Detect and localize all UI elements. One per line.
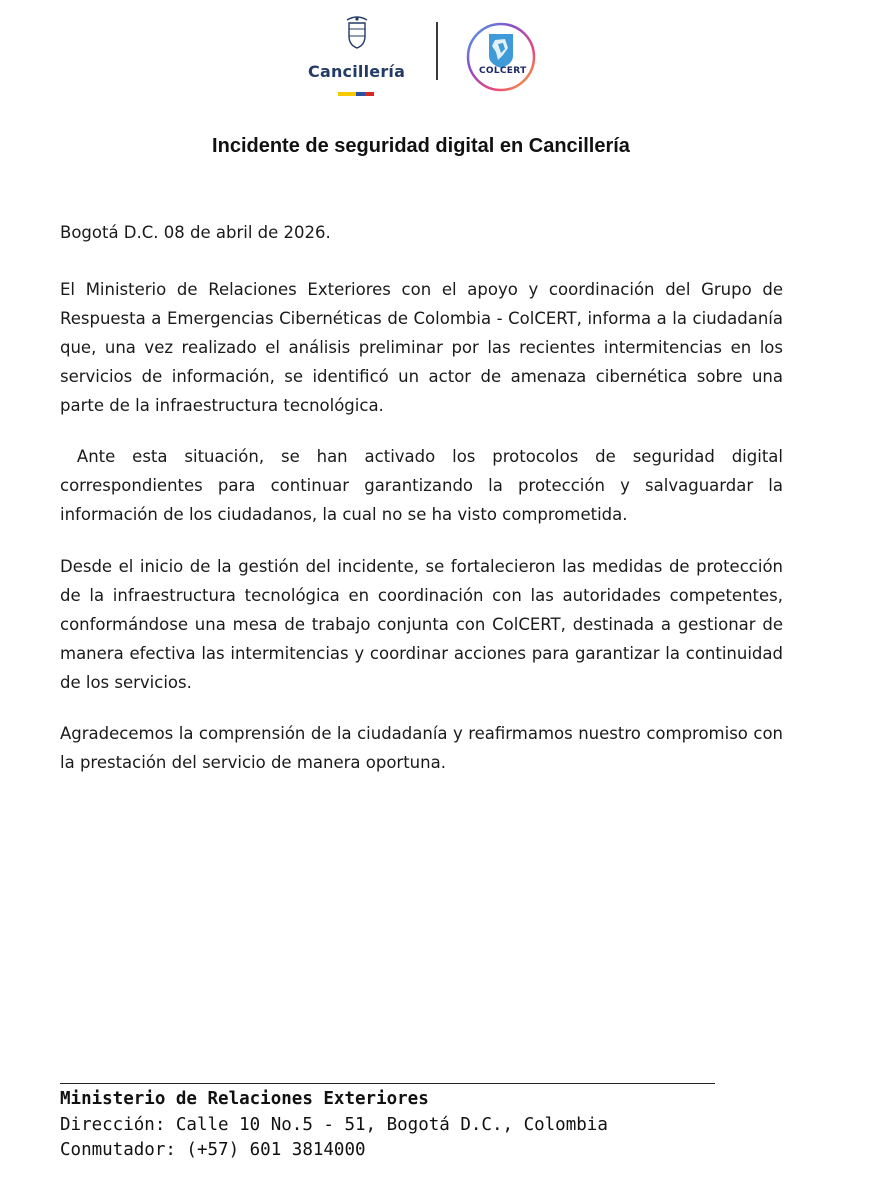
colcert-wordmark: COLCERT <box>479 66 527 76</box>
header-logos <box>0 0 875 110</box>
paragraph-1: El Ministerio de Relaciones Exteriores con el apoyo y coordinación del Grupo de Respuesta a Emergencias Cibernéticas de Colombia - ColCERT, informa a la ciudadanía que, una vez realizado el análisis preliminar por las recientes intermitencias en los servicios de información, se identificó un actor de amenaza cibernética sobre una parte de la infraestructura tecnológica. <box>60 280 783 415</box>
logo-divider <box>436 22 438 80</box>
coat-of-arms-icon <box>344 14 370 50</box>
footer-divider <box>60 1083 715 1084</box>
paragraph-4: Agradecemos la comprensión de la ciudadanía y reafirmamos nuestro compromiso con la prestación del servicio de manera oportuna. <box>60 724 783 772</box>
colombia-flag-stripe <box>338 92 374 96</box>
cancilleria-wordmark: Cancillería <box>308 62 406 81</box>
footer-phone: Conmutador: (+57) 601 3814000 <box>60 1140 366 1160</box>
colcert-logo <box>461 22 541 92</box>
cancilleria-logo <box>300 14 415 94</box>
footer-address: Dirección: Calle 10 No.5 - 51, Bogotá D.C., Colombia <box>60 1115 608 1135</box>
colcert-emblem-icon <box>461 22 541 92</box>
paragraph-3: Desde el inicio de la gestión del incidente, se fortalecieron las medidas de protección de la infraestructura tecnológica en coordinación con las autoridades competentes, conformándose una mesa de trabajo conjunta con ColCERT, destinada a gestionar de manera efectiva las intermitencias y coordinar acciones para garantizar la continuidad de los servicios. <box>60 557 783 692</box>
paragraph-2: Ante esta situación, se han activado los protocolos de seguridad digital correspondientes para continuar garantizando la protección y salvaguardar la información de los ciudadanos, la cual no se ha visto comprometida. <box>60 447 789 524</box>
footer-organization: Ministerio de Relaciones Exteriores <box>60 1089 429 1109</box>
date-line: Bogotá D.C. 08 de abril de 2026. <box>60 223 331 242</box>
document-title: Incidente de seguridad digital en Cancillería <box>212 135 630 157</box>
